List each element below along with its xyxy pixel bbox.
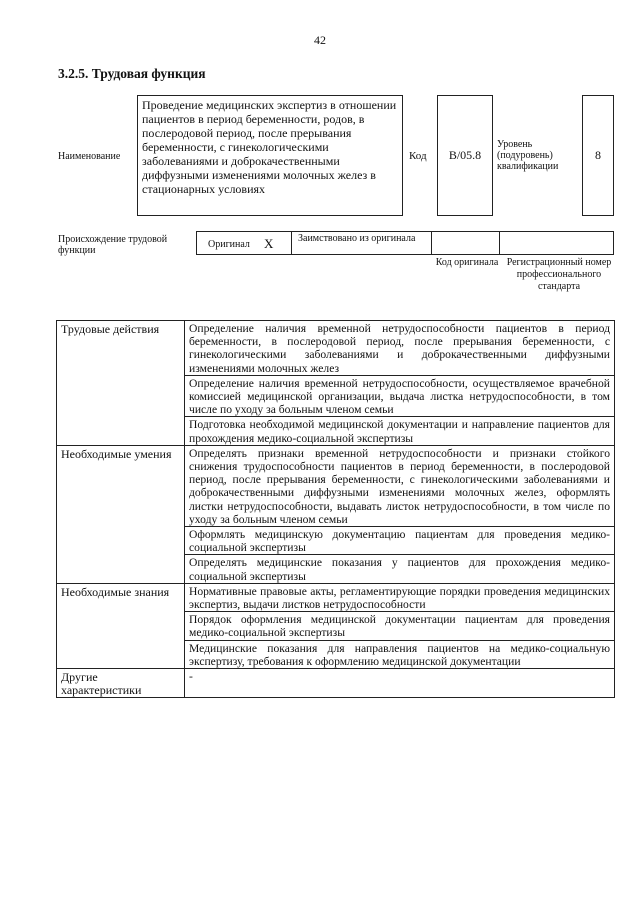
reg-number-caption: Регистрационный номер профессионального стандарта [506, 257, 612, 292]
table-row [57, 321, 615, 376]
name-label: Наименование [58, 151, 121, 162]
table-row [57, 445, 615, 526]
row-label: Другие характеристики [57, 669, 185, 698]
table-row [57, 669, 615, 698]
level-label: Уровень (подуровень) квалификации [497, 139, 559, 172]
row-label: Необходимые знания [57, 583, 185, 668]
name-value: Проведение медицинских экспертиз в отношении пациентов в период беременности, родов, в послеродовой период, после прерывания беременности, с гинекологическими заболеваниями и доброкачественными диффузными изменениями молочных желез в стационарных условиях [142, 98, 397, 196]
table-cell: Определение наличия временной нетрудоспособности пациентов в период беременности, в послеродовой период, после прерывания беременности, с гинекологическими заболеваниями и доброкачественными диффузными изменениями молочных желез [185, 321, 615, 376]
name-value-box [137, 95, 403, 216]
table-cell: Медицинские показания для направления пациентов на медико-социальную экспертизу, требования к оформлению медицинской документации [185, 640, 615, 668]
table-cell: Порядок оформления медицинской документации пациентам для проведения медико-социальной экспертизы [185, 612, 615, 640]
row-label: Трудовые действия [57, 321, 185, 446]
table-row [57, 583, 615, 611]
level-value: 8 [595, 148, 601, 162]
function-table [56, 320, 615, 698]
table-cell: Определение наличия временной нетрудоспособности, осуществляемое врачебной комиссией медицинской организации, выдача листка нетрудоспособности, в том числе по уходу за больным членом семьи [185, 375, 615, 417]
code-value-box [437, 95, 493, 216]
code-value: В/05.8 [448, 148, 482, 162]
table-cell: Нормативные правовые акты, регламентирующие порядки проведения медицинских экспертиз, выдачи листков нетрудоспособности [185, 583, 615, 611]
original-mark: Х [264, 236, 274, 251]
table-cell: Определять признаки временной нетрудоспособности и признаки стойкого снижения трудоспособности пациентов в период беременности, в послеродовой период, после прерывания беременности, с гинекологическими заболеваниями и доброкачественными диффузными изменениями молочных желез, оформлять листки нетрудоспособности, выдавать листок нетрудоспособности, в том числе по уходу за больным членом семьи [185, 445, 615, 526]
table-cell: Определять медицинские показания у пациентов для прохождения медико-социальной экспертизы [185, 555, 615, 583]
page-number: 42 [314, 33, 326, 47]
table-cell: - [185, 669, 615, 698]
borrowed-label: Заимствовано из оригинала [298, 233, 416, 244]
table-cell: Подготовка необходимой медицинской документации и направление пациентов для прохождения медико-социальной экспертизы [185, 417, 615, 445]
table-cell: Оформлять медицинскую документацию пациентам для проведения медико-социальной экспертизы [185, 527, 615, 555]
code-label: Код [409, 150, 427, 162]
row-label: Необходимые умения [57, 445, 185, 583]
original-label: Оригинал [208, 239, 250, 250]
level-value-box [582, 95, 614, 216]
section-title: 3.2.5. Трудовая функция [58, 66, 206, 81]
origin-row [196, 231, 614, 255]
origin-label: Происхождение трудовой функции [58, 234, 168, 256]
code-original-caption: Код оригинала [435, 257, 499, 268]
